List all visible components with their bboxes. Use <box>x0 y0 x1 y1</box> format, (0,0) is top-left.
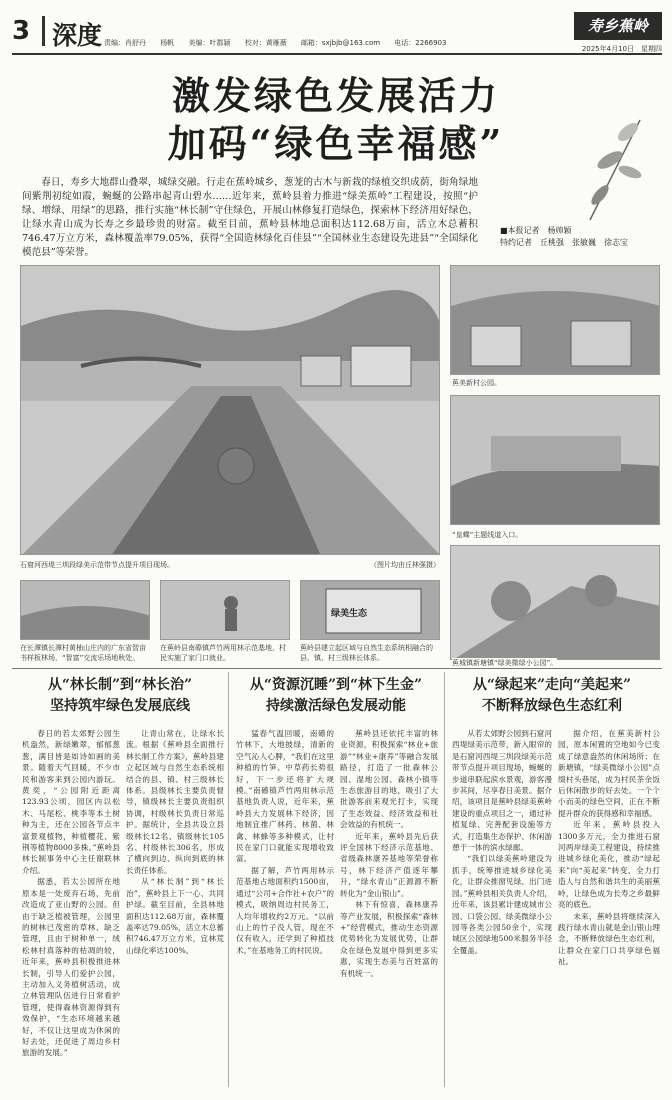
lead-paragraph: 春日，寿乡大地群山叠翠，城绿交融。行走在蕉岭城乡，葱茏的古木与新栽的绿植交织成荫，街角绿地间紫荆初绽如霞，蜿蜒的公路串起青山碧水……近年来，蕉岭县着力推进“绿美蕉岭”工程建设，按照“护绿、增绿、用绿”的思路，推行实施“林长制”守住绿色，开展山林修复打造绿色，探索林下经济用好绿色，让绿水青山成为长寿之乡最珍贵的财富。截至目前，蕉岭县林地总面积达112.68万亩，活立木总蓄积746.47万立方米，森林覆盖率79.05%，获得“全国造林绿化百佳县”“全国林业生态建设先进县”“全国绿化模范县”等荣誉。 <box>22 177 478 258</box>
newspaper-logo: 寿乡蕉岭 <box>574 12 662 40</box>
section-1-body-2 <box>126 728 224 1088</box>
main-photo <box>20 265 440 555</box>
credit-email: 邮箱：sxjbjb@163.com <box>300 39 381 47</box>
section-3-paragraph: 近年来，蕉岭县投入1300多万元，全力推进石窟河两岸绿美工程建设，持续推进城乡绿化美化，推动“绿起来”向“美起来”转变，全力打造人与自然和谐共生的美丽蕉岭，让绿色成为长寿之乡最鲜亮的底色。 <box>558 820 660 910</box>
section-3-paragraph: “我们以绿美蕉岭建设为抓手，统筹推进城乡绿化美化，让群众推窗见绿、出门进园。”蕉岭县相关负责人介绍，近年来，该县累计建成城市公园、口袋公园、绿美微绿小公园等各类公园50余个，实现城区公园绿地500米服务半径全覆盖。 <box>452 854 552 955</box>
section-2-paragraph: 猛春气温回暖，南礤的竹林下，大地披绿，清新的空气沁人心脾，“我们在这里种植的竹笋、中草药长势很好，下一步还将扩大规模。”南礤镇芦竹两用林示范基地负责人说，近年来，蕉岭县大力发展林下经济，因地制宜推广林药、林菌、林禽、林蜂等多种模式，让村民在家门口就能实现增收致富。 <box>236 729 334 864</box>
section-1-paragraph: 从“林长制”到“林长治”，蕉岭县上下一心、共同护绿。截至目前，全县林地面积达112.68万亩，森林覆盖率达79.05%，活立木总蓄积746.47万立方米，宜林荒山绿化率达100%。 <box>126 877 224 955</box>
section-1-title: 从“林长制”到“林长治” <box>47 677 193 693</box>
section-3-title: 从“绿起来”走向“美起来” <box>472 677 632 693</box>
section-2-paragraph: 近年来，蕉岭县先后获评全国林下经济示范基地、省级森林康养基地等荣誉称号，林下经济产值逐年攀升，“绿水青山”正源源不断转化为“金山银山”。 <box>340 831 438 898</box>
leaf-decoration-icon <box>580 110 650 230</box>
section-3-heading <box>452 675 652 717</box>
photo-credit: （图片均由丘林强摄） <box>370 561 440 569</box>
small-photo-2 <box>160 580 290 640</box>
column-divider-1 <box>228 672 229 1087</box>
small-photo-1 <box>20 580 150 640</box>
main-photo-caption-text: 石窟河西堤三圳段绿美示范带节点提升项目现场。 <box>20 561 174 569</box>
issue-date: 2025年4月10日 星期四 <box>581 45 662 53</box>
section-1-subtitle: 坚持筑牢绿色发展底线 <box>50 698 190 714</box>
right-photo-2-caption: “皇蝶”主题线道入口。 <box>452 531 523 539</box>
section-2-subtitle: 持续激活绿色发展动能 <box>266 698 406 714</box>
section-2-body-2 <box>340 728 438 1088</box>
section-1-heading <box>20 675 220 717</box>
section-3-paragraph: 从若太郊野公园到石窟河西堤绿美示范带，新入眼帘的是石窟河西堤三圳段绿美示范带节点提升项目现场，蜿蜒的步道串联起滨水景观，游客漫步其间，尽享春日美景。据介绍，该项目是蕉岭县绿美蕉岭建设的重点项目之一，通过补植复绿、完善配套设施等方式，打造集生态保护、休闲游憩于一体的滨水绿廊。 <box>452 729 552 853</box>
headline <box>0 72 672 168</box>
section-2-paragraph: 据了解，芦竹两用林示范基地占地面积约1500亩，通过“公司+合作社+农户”的模式，吸纳周边村民务工，人均年增收约2万元。“以前山上的竹子没人管，现在不仅有收入，还学到了种植技术。”在基地务工的村民说。 <box>236 865 334 955</box>
section-name: 深度 <box>52 21 103 50</box>
section-1-paragraph: 据悉，若太公园所在地原本是一处废弃石场，先前改造成了亚山野的公园。但由于缺乏植被管理，公园里的树林已茂密的草林、缺乏管理，且由于树种单一，绒松林村真落种的枯凋的较，近年来，蕉岭县积极推进林长制，引导人们爱护公园，主动加入义务植树活动，成立林管理队伍进行日常看护管理，使得森林资源得到有效保护，“生态环境越来越好，不仅让这里成为休闲的好去处，还促进了周边乡村旅游的发展。” <box>22 877 120 1058</box>
section-1-paragraph: 让青山常在，让绿水长流。根据《蕉岭县全面推行林长制工作方案》，蕉岭县建立起区域与自然生态系统相结合的县、镇、村三级林长体系。县级林长主要负责督导，镇级林长主要负责组织协调，村级林长负责日常巡护。据统计，全县共设立县级林长12名、镇级林长105名、村级林长306名，形成了横向到边、纵向到底的林长责任体系。 <box>126 729 224 875</box>
right-photo-2 <box>450 395 660 525</box>
small-photo-3 <box>300 580 440 640</box>
section-2-title: 从“资源沉睡”到“林下生金” <box>249 677 423 693</box>
right-photo-3-caption: 蕉城镇新塘镇“绿美微绿小公园”。 <box>452 659 558 667</box>
right-photo-3 <box>450 545 660 660</box>
column-divider-2 <box>444 672 445 1087</box>
section-2-heading <box>236 675 436 717</box>
credit-proofreader: 校对：黄雁薇 <box>244 39 287 47</box>
editor-credits <box>104 38 458 48</box>
section-divider <box>12 668 662 669</box>
small-photo-3-caption: 蕉岭县建立起区域与自然生态系统相融合的县、镇、村三级林长体系。 <box>300 644 433 662</box>
section-3-paragraph: 未来，蕉岭县将继续深入践行绿水青山就是金山银山理念，不断释放绿色生态红利，让群众在家门口共享绿色福祉。 <box>558 911 660 967</box>
page-number-divider <box>42 16 45 46</box>
credit-phone: 电话：2266903 <box>394 39 447 47</box>
credit-editor-2: 杨帆 <box>160 39 175 47</box>
right-photo-1 <box>450 265 660 375</box>
credit-editor: 责编：肖舒丹 <box>104 39 146 47</box>
section-1-body <box>22 728 120 1088</box>
section-1-paragraph: 春日的若太郊野公园生机盎然，新绿嫩翠，郁郁葱葱，满目皆是如诗如画的美景。随着天气回暖，不少市民和游客来到公园内游玩。黄奕，“公园附近距离123.93公顷，园区内以松木、马尾松、桃李等本土树种为主，还在公园各节点丰富景观植物，种植樱花、紫荆等植物8000多株。”蕉岭县林长制事务中心主任谢联林介绍。 <box>22 729 120 875</box>
credit-designer: 美编：叶郡颖 <box>188 39 231 47</box>
section-2-paragraph: 蕉岭县还依托丰富的林业资源，积极探索“林业+旅游”“林业+康养”等融合发展路径，打造了一批森林公园、湿地公园、森林小镇等生态旅游目的地，吸引了大批游客前来观光打卡，实现了生态效益、经济效益和社会效益的有机统一。 <box>340 729 438 830</box>
section-2-body <box>236 728 334 1088</box>
page-header <box>0 0 672 60</box>
byline-reporter: ■本报记者 杨帅颖 <box>500 226 572 235</box>
byline-correspondents: 特约记者 丘桃强 张敏巍 徐志宝 <box>500 238 628 247</box>
page-number <box>12 16 30 46</box>
headline-line-1: 激发绿色发展活力 <box>171 73 500 118</box>
section-3-paragraph: 据介绍，在蕉美新村公园，原本闲置的空地如今已变成了绿意盎然的休闲场所；在新塘镇，“绿美微绿小公园”点缀村头巷尾，成为村民茶余饭后休闲散步的好去处。一个个小而美的绿色空间，正在不断提升群众的获得感和幸福感。 <box>558 729 660 818</box>
byline <box>500 225 660 249</box>
small-photo-2-caption: 在蕉岭县南磜镇芦竹两用林示范基地，村民实施了家门口就业。 <box>160 644 286 662</box>
small-photo-1-caption: 在长潭镇长潭村黄柚山庄内的广东省智亩书样板林场，“智富”交流乐场地秋处。 <box>20 644 146 662</box>
section-2-paragraph: 林下有惊喜，森林康养等产业发展，积极探索“森林+”经营模式，推动生态资源优势转化为发展优势，让群众在绿色发展中得到更多实惠，实现生态美与百姓富的有机统一。 <box>340 900 438 978</box>
section-3-body <box>452 728 552 1088</box>
section-3-body-2 <box>558 728 660 1088</box>
page-number-text: 3 <box>12 16 31 46</box>
sign-board-text: 绿美生态 <box>331 609 368 619</box>
right-photo-1-caption: 蕉美新村公园。 <box>452 379 501 387</box>
section-3-subtitle: 不断释放绿色生态红利 <box>482 698 622 714</box>
headline-line-2: 加码“绿色幸福感” <box>167 121 505 166</box>
main-photo-caption <box>20 560 440 570</box>
header-rule <box>12 53 662 55</box>
